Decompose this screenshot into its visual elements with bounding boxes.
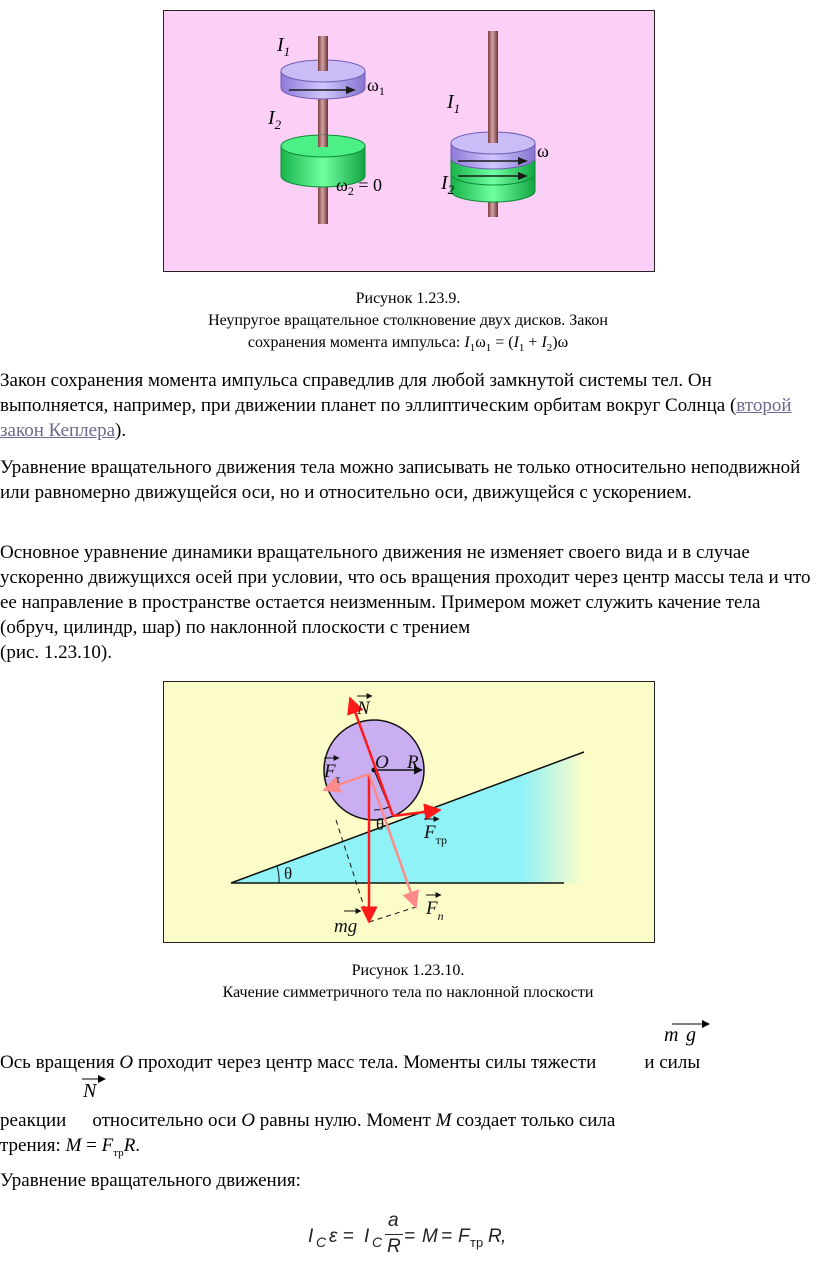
label-i2-left: $I_2$ [268,107,282,132]
figure2-caption-text: Качение симметричного тела по наклонной плоскости [222,984,594,1001]
figure1-caption-title: Рисунок 1.23.9. [355,290,461,307]
label-i1-left: $I_1$ [277,34,291,59]
kepler-law-link[interactable]: второй закон Кеплера [0,395,792,441]
incline-illustration [164,682,654,942]
paragraph-equation-intro: Уравнение вращательного движения: [0,1170,301,1191]
label-mg: mg [334,916,358,937]
figure1-caption-line1: Неупругое вращательное столкновение двух дисков. Закон [208,312,608,329]
disks-illustration [164,11,654,271]
label-omega: ω [537,141,549,161]
label-R: R [407,752,419,773]
figure2-caption-title: Рисунок 1.23.10. [351,962,465,979]
label-omega2-zero: $\omega_2 = 0$ [336,175,383,198]
paragraph-moments: реакции относительно оси O равны нулю. Момент M создает только сила трения: $M = F_{тр}R$. [0,1110,616,1159]
label-theta-center: θ [376,815,385,834]
label-F-tr: $F_{тр}$ [424,822,447,847]
left-disk-2 [281,135,365,187]
paragraph-conservation-law: Закон сохранения момента импульса справедлив для любой замкнутой системы тел. Он выполняется, например, при движении планет по эллиптическим орбитам вокруг Солнца (второй закон Кеплера). [0,370,792,441]
rotation-formula: I C ε = I C a R = M = F тр R , [308,1210,507,1257]
label-F-n: $F_n$ [426,898,444,923]
label-N: N [357,698,370,719]
figure-disks-collision [163,10,655,272]
label-omega1: $\omega_1$ [367,75,385,98]
label-O: O [375,752,389,773]
label-theta-base: θ [284,864,293,883]
paragraph-dynamics: Основное уравнение динамики вращательного движения не изменяет своего вида и в случае ускоренно движущихся осей при условии, что ось вращения проходит через центр массы тела и что ее направление в пространстве остается неизменным. Примером может служить качение тела (обруч, цилиндр, шар) по наклонной плоскости с трением (рис. 1.23.10). [0,542,811,663]
left-disk-1 [281,59,365,99]
figure-rolling-body [163,681,655,943]
label-i2-right: $I_2$ [441,172,455,197]
paragraph-rotation-axis: Ось вращения O проходит через центр масс тела. Моменты силы тяжести и силы [0,1052,701,1073]
label-i1-right: $I_1$ [447,91,461,116]
right-combined-disks [451,131,535,202]
figure1-caption-line2: сохранения момента импульса: $I_1\omega_1 = (I_1 + I_2)\omega$ [247,334,569,355]
label-F-tau: $F_\tau$ [324,761,341,786]
dashed-line-bottom [369,907,416,922]
paragraph-rotation-equation: Уравнение вращательного движения тела можно записывать не только относительно неподвижной или равномерно движущейся оси, но и относительно оси, движущейся с ускорением. [0,457,801,503]
